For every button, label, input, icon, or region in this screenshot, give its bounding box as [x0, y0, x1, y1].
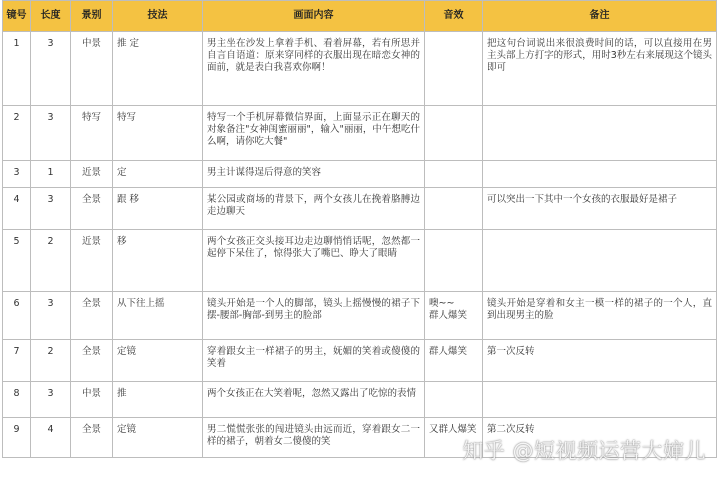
- watermark: 知乎 @短视频运营大婶儿: [462, 439, 706, 463]
- header-note: 备注: [483, 1, 717, 32]
- cell-length: 3: [31, 32, 71, 106]
- table-row: [3, 292, 717, 340]
- cell-no: 2: [3, 106, 31, 161]
- cell-no: 3: [3, 161, 31, 188]
- cell-technique: 定镜: [113, 418, 203, 458]
- table-row: [3, 32, 717, 106]
- storyboard-table: [2, 0, 717, 458]
- cell-sound: 又群人爆笑: [425, 418, 483, 458]
- table-row: [3, 106, 717, 161]
- cell-sound: 噢~~ 群人爆笑: [425, 292, 483, 340]
- cell-content: 男主计谋得逞后得意的笑容: [203, 161, 425, 188]
- cell-technique: 特写: [113, 106, 203, 161]
- cell-shot-size: 中景: [71, 32, 113, 106]
- cell-shot-size: 近景: [71, 230, 113, 292]
- cell-technique: 定镜: [113, 340, 203, 382]
- cell-no: 1: [3, 32, 31, 106]
- cell-no: 8: [3, 382, 31, 418]
- cell-content: 男主坐在沙发上拿着手机、看着屏幕，若有所思并自言自语道：原来穿同样的衣服出现在暗恋女神的面前，就是表白我喜欢你啊！: [203, 32, 425, 106]
- cell-sound: 群人爆笑: [425, 340, 483, 382]
- cell-technique: 跟 移: [113, 188, 203, 230]
- cell-length: 2: [31, 230, 71, 292]
- cell-shot-size: 全景: [71, 188, 113, 230]
- cell-content: 男二慌慌张张的闯进镜头由远而近，穿着跟女二一样的裙子，朝着女二傻傻的笑: [203, 418, 425, 458]
- cell-length: 3: [31, 106, 71, 161]
- cell-content: 两个女孩正在大笑着呢，忽然又露出了吃惊的表情: [203, 382, 425, 418]
- table-row: [3, 382, 717, 418]
- table-row: [3, 230, 717, 292]
- cell-note: [483, 230, 717, 292]
- cell-sound: [425, 106, 483, 161]
- cell-content: 镜头开始是一个人的脚部，镜头上摇慢慢的裙子下摆-腰部-胸部-到男主的脸部: [203, 292, 425, 340]
- cell-length: 3: [31, 382, 71, 418]
- cell-content: 两个女孩正交头接耳边走边聊悄悄话呢，忽然都一起停下呆住了，惊得张大了嘴巴、睁大了眼睛: [203, 230, 425, 292]
- cell-shot-size: 近景: [71, 161, 113, 188]
- header-technique: 技法: [113, 1, 203, 32]
- cell-length: 1: [31, 161, 71, 188]
- cell-length: 3: [31, 292, 71, 340]
- cell-no: 5: [3, 230, 31, 292]
- cell-shot-size: 全景: [71, 418, 113, 458]
- cell-note: 第一次反转: [483, 340, 717, 382]
- cell-content: 穿着跟女主一样裙子的男主，妩媚的笑着或傻傻的笑着: [203, 340, 425, 382]
- cell-content: 特写一个手机屏幕微信界面，上面显示正在聊天的对象备注"女神闺蜜丽丽"，输入"丽丽，中午想吃什么啊，请你吃大餐": [203, 106, 425, 161]
- table-row: [3, 340, 717, 382]
- table-row: [3, 188, 717, 230]
- header-content: 画面内容: [203, 1, 425, 32]
- cell-note: [483, 382, 717, 418]
- cell-no: 6: [3, 292, 31, 340]
- header-sound: 音效: [425, 1, 483, 32]
- cell-note: 镜头开始是穿着和女主一模一样的裙子的一个人，直到出现男主的脸: [483, 292, 717, 340]
- cell-technique: 推 定: [113, 32, 203, 106]
- header-length: 长度: [31, 1, 71, 32]
- cell-no: 4: [3, 188, 31, 230]
- cell-length: 4: [31, 418, 71, 458]
- header-shot-no: 镜号: [3, 1, 31, 32]
- cell-shot-size: 全景: [71, 292, 113, 340]
- cell-note: 把这句台词说出来很浪费时间的话，可以直接用在男主头部上方打字的形式，用时3秒左右来展现这个镜头即可: [483, 32, 717, 106]
- cell-shot-size: 中景: [71, 382, 113, 418]
- cell-note: 可以突出一下其中一个女孩的衣服最好是裙子: [483, 188, 717, 230]
- cell-sound: [425, 230, 483, 292]
- header-row: [3, 1, 717, 32]
- cell-sound: [425, 161, 483, 188]
- cell-note: 第二次反转: [483, 418, 717, 458]
- cell-technique: 推: [113, 382, 203, 418]
- cell-sound: [425, 32, 483, 106]
- cell-no: 7: [3, 340, 31, 382]
- cell-no: 9: [3, 418, 31, 458]
- cell-technique: 移: [113, 230, 203, 292]
- cell-length: 3: [31, 188, 71, 230]
- cell-sound: [425, 382, 483, 418]
- cell-length: 2: [31, 340, 71, 382]
- cell-note: [483, 106, 717, 161]
- cell-content: 某公园或商场的背景下，两个女孩儿在挽着胳膊边走边聊天: [203, 188, 425, 230]
- cell-technique: 定: [113, 161, 203, 188]
- cell-sound: [425, 188, 483, 230]
- cell-technique: 从下往上摇: [113, 292, 203, 340]
- cell-note: [483, 161, 717, 188]
- cell-shot-size: 特写: [71, 106, 113, 161]
- cell-shot-size: 全景: [71, 340, 113, 382]
- header-shot-size: 景别: [71, 1, 113, 32]
- table-row: [3, 161, 717, 188]
